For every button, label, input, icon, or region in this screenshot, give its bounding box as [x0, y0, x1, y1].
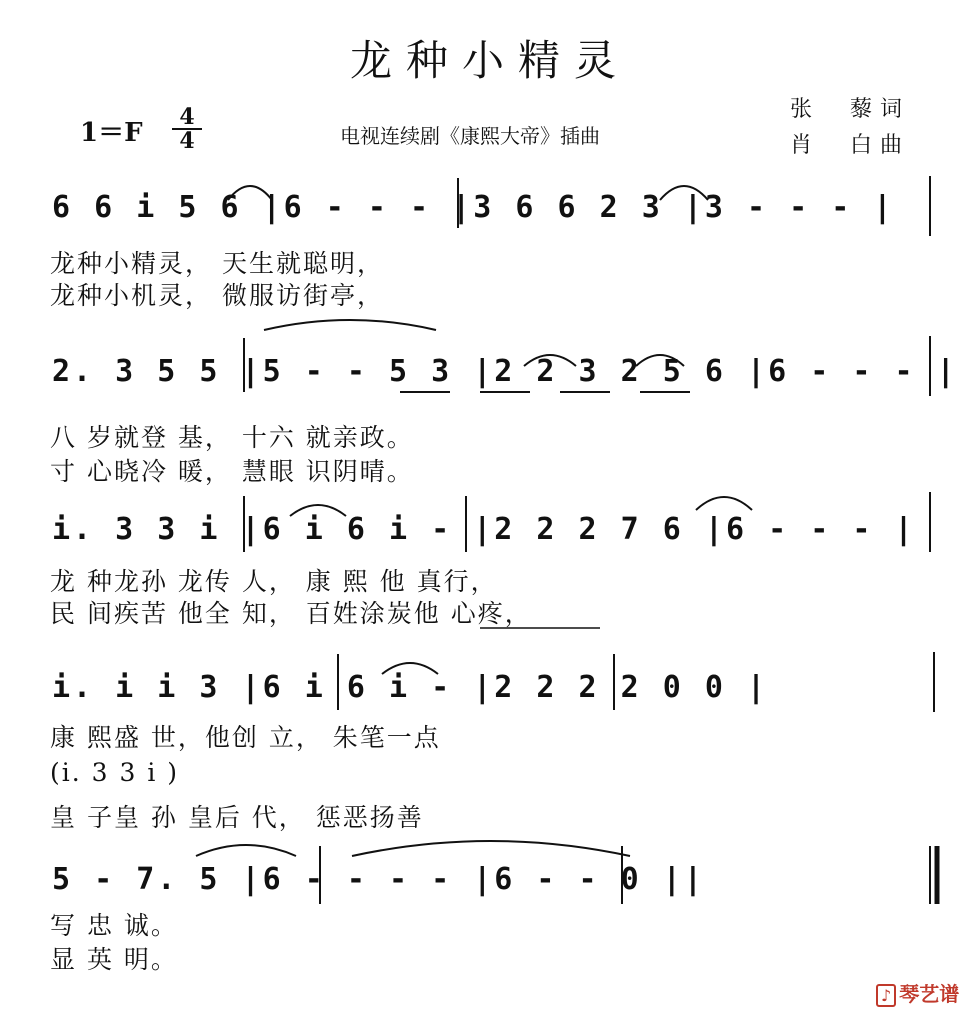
lyric-row-4-alt-notes: (i. 3 3 i )	[50, 758, 180, 787]
lyric-row-2-verse-1: 八 岁就登 基， 十六 就亲政。	[50, 423, 414, 452]
lyric-row-4-verse-1: 康 熙盛 世，他创 立， 朱笔一点	[50, 723, 441, 752]
notation-row-5: 5 - 7. 5 |6 - - - - |6 - - 0 ||	[52, 862, 705, 897]
watermark-logo	[876, 978, 959, 1007]
slur	[352, 841, 630, 856]
slur	[696, 497, 752, 510]
lyric-row-2-verse-2: 寸 心晓冷 暖， 慧眼 识阴晴。	[50, 457, 414, 486]
lyric-row-1-verse-1: 龙种小精灵， 天生就聪明，	[50, 249, 384, 278]
lyric-row-4-verse-2: 皇 子皇 孙 皇后 代， 惩恶扬善	[50, 803, 424, 832]
lyric-row-1-verse-2: 龙种小机灵， 微服访街亭，	[50, 281, 384, 310]
time-signature-bottom: 4	[179, 128, 195, 154]
slur	[264, 320, 436, 330]
key-signature: 1＝F	[80, 118, 143, 148]
song-subtitle: 电视连续剧《康熙大帝》插曲	[340, 124, 600, 148]
lyric-row-5-verse-2: 显 英 明。	[50, 945, 178, 974]
time-signature	[172, 106, 202, 152]
time-signature-top: 4	[172, 106, 202, 130]
notation-row-3: i. 3 3 i |6 i 6 i - |2 2 2 7 6 |6 - - - |	[52, 512, 916, 547]
song-title: 龙种小精灵	[349, 36, 630, 85]
notation-row-2: 2. 3 5 5 |5 - - 5 3 |2 2 3 2 5 6 |6 - - - |	[52, 354, 958, 389]
lyric-row-3-verse-2: 民 间疾苦 他全 知， 百姓涂炭他 心疼，	[50, 599, 532, 628]
logo-mark-icon: ♪	[876, 984, 896, 1007]
slur	[196, 845, 296, 856]
lyric-row-3-verse-1: 龙 种龙孙 龙传 人， 康 熙 他 真行，	[50, 567, 498, 596]
lyric-row-5-verse-1: 写 忠 诚。	[50, 911, 178, 940]
notation-row-1: 6 6 i 5 6 |6 - - - |3 6 6 2 3 |3 - - - |	[52, 190, 895, 225]
notation-row-4: i. i i 3 |6 i 6 i - |2 2 2 2 0 0 |	[52, 670, 769, 705]
composer-credit: 肖 白曲	[790, 133, 911, 158]
logo-text: 琴艺谱	[899, 982, 960, 1006]
lyricist-credit: 张 藜词	[790, 97, 911, 122]
